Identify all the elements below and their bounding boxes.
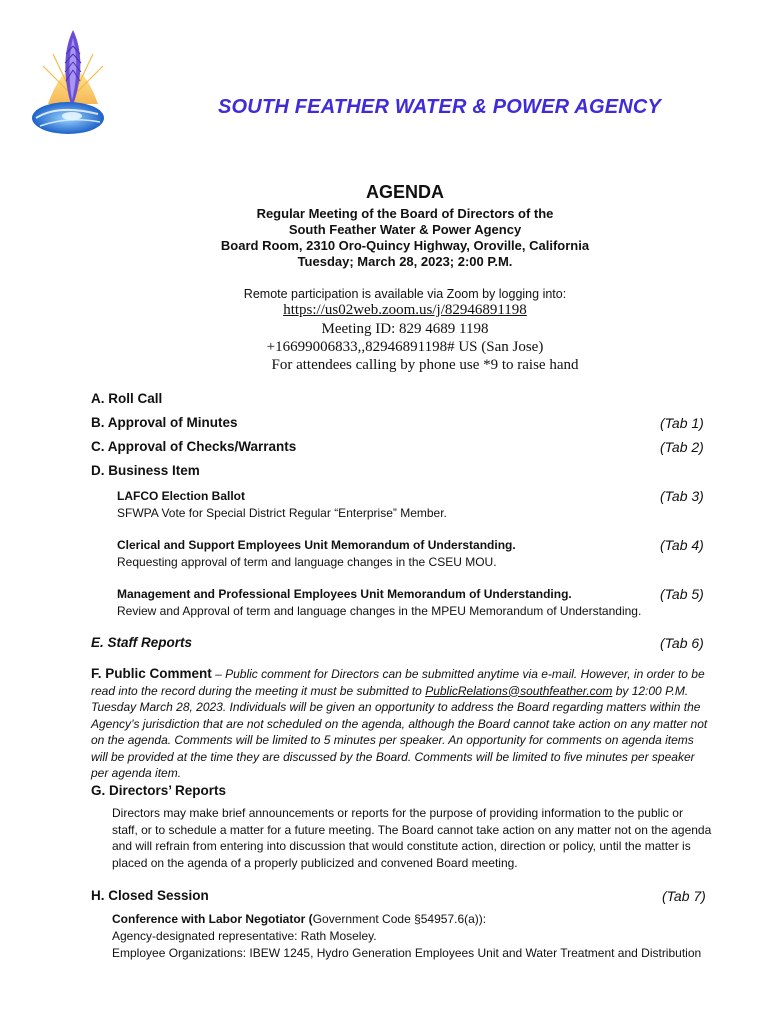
meeting-id: Meeting ID: 829 4689 1198 bbox=[321, 321, 489, 337]
business-item-desc: Requesting approval of term and language changes in the CSEU MOU. bbox=[117, 555, 497, 569]
meeting-line-4: Tuesday; March 28, 2023; 2:00 P.M. bbox=[297, 254, 513, 269]
directors-reports-text: Directors may make brief announcements or reports for the purpose of providing information to the public or staff, or to schedule a matter for a future meeting. The Board cannot take action on any matter not on the agenda and will refrain from entering into discussion that would constitute action, direction or policy, until the matter is placed on the agenda of a properly publicized and convened Board meeting. bbox=[112, 806, 712, 870]
government-code: Government Code §54957.6(a)): bbox=[312, 912, 487, 926]
section-closed-session: H. Closed Session bbox=[91, 888, 209, 903]
tab-label: (Tab 6) bbox=[660, 635, 704, 651]
section-directors-reports: G. Directors’ Reports bbox=[91, 783, 227, 798]
tab-label: (Tab 7) bbox=[662, 888, 706, 904]
meeting-line-3: Board Room, 2310 Oro-Quincy Highway, Oroville, California bbox=[220, 238, 590, 253]
business-item-title: Clerical and Support Employees Unit Memorandum of Understanding. bbox=[117, 538, 516, 552]
business-item-desc: Review and Approval of term and language changes in the MPEU Memorandum of Understanding. bbox=[117, 604, 642, 618]
phone-number: +16699006833,,82946891198# US (San Jose) bbox=[266, 339, 544, 355]
labor-negotiator-heading: Conference with Labor Negotiator ( bbox=[112, 912, 313, 926]
tab-label: (Tab 4) bbox=[660, 537, 704, 553]
business-item-desc: SFWPA Vote for Special District Regular “Enterprise” Member. bbox=[117, 506, 447, 520]
public-relations-email-link[interactable]: PublicRelations@southfeather.com bbox=[425, 683, 613, 698]
zoom-link[interactable]: https://us02web.zoom.us/j/82946891198 bbox=[283, 302, 527, 318]
business-item-title: LAFCO Election Ballot bbox=[117, 489, 246, 503]
tab-label: (Tab 3) bbox=[660, 488, 704, 504]
agency-name: SOUTH FEATHER WATER & POWER AGENCY bbox=[218, 96, 662, 118]
section-approval-minutes: B. Approval of Minutes bbox=[91, 415, 238, 430]
agency-logo bbox=[28, 26, 118, 146]
tab-label: (Tab 1) bbox=[660, 415, 704, 431]
agency-representative: Agency-designated representative: Rath Moseley. bbox=[112, 929, 377, 943]
business-item-title: Management and Professional Employees Unit Memorandum of Understanding. bbox=[117, 587, 572, 601]
agenda-title: AGENDA bbox=[365, 182, 444, 202]
tab-label: (Tab 2) bbox=[660, 439, 704, 455]
meeting-line-1: Regular Meeting of the Board of Directors of the bbox=[256, 206, 554, 221]
tab-label: (Tab 5) bbox=[660, 586, 704, 602]
section-roll-call: A. Roll Call bbox=[91, 391, 163, 406]
public-comment-text-1: – Public comment for Directors can be submitted anytime via e-mail. However, in order to be read into the record during the meeting it must be submitted to bbox=[91, 667, 705, 698]
public-comment-paragraph bbox=[91, 666, 711, 782]
closed-session-title bbox=[112, 911, 486, 929]
section-business-item: D. Business Item bbox=[91, 463, 200, 478]
raise-hand-note: For attendees calling by phone use *9 to raise hand bbox=[271, 357, 579, 373]
section-staff-reports: E. Staff Reports bbox=[91, 635, 193, 650]
remote-intro: Remote participation is available via Zoom by logging into: bbox=[243, 287, 567, 301]
meeting-line-2: South Feather Water & Power Agency bbox=[288, 222, 522, 237]
employee-organizations: Employee Organizations: IBEW 1245, Hydro Generation Employees Unit and Water Treatment and Distribution bbox=[112, 946, 702, 960]
public-comment-text-2: by 12:00 P.M. Tuesday March 28, 2023. Individuals will be given an opportunity to address the Board regarding matters within the Agency’s jurisdiction that are not scheduled on the agenda, although the Board cannot take action on any matter not on the agenda. Comments will be limited to 5 minutes per speaker. An opportunity for comments on agenda items will be provided at the time they are discussed by the Board. Comments will be limited to five minutes per speaker per agenda item. bbox=[91, 683, 708, 780]
public-comment-heading: F. Public Comment bbox=[91, 666, 212, 681]
section-checks-warrants: C. Approval of Checks/Warrants bbox=[91, 439, 297, 454]
